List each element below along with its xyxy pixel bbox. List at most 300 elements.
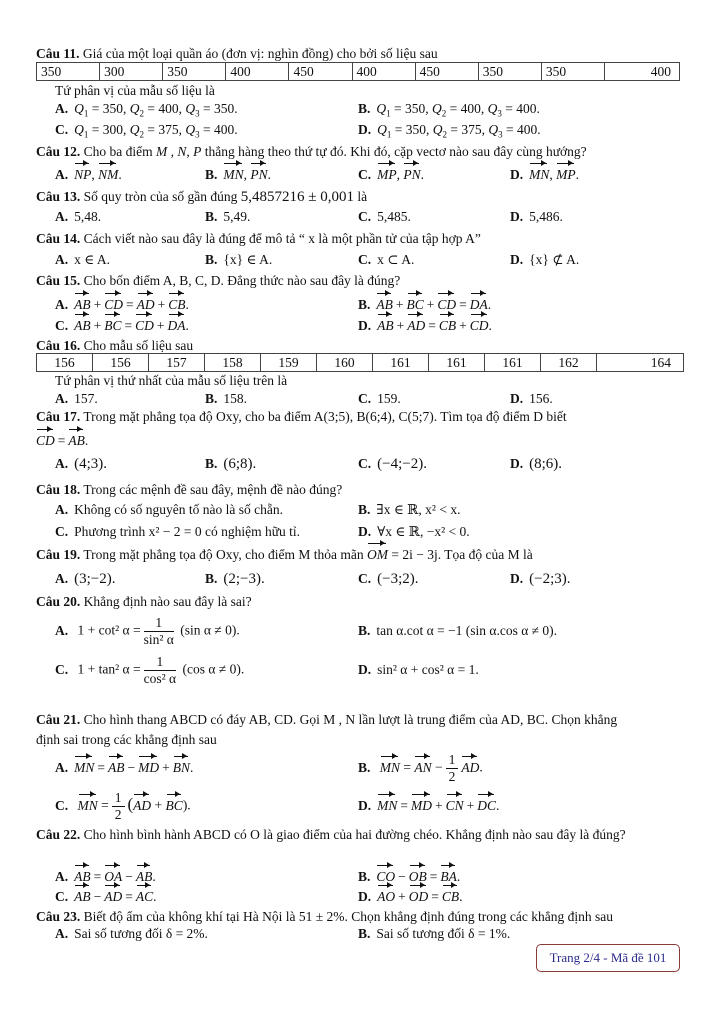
option-label: B. (358, 759, 371, 775)
option-label: D. (510, 391, 524, 406)
table-cell: 159 (261, 354, 317, 372)
denominator: 2 (114, 807, 122, 822)
question-text: Trong mặt phẳng tọa độ Oxy, cho ba điểm A(3;5), B(6;4), C(5;7). Tìm tọa độ điểm D biết (80, 409, 567, 424)
question-15 (36, 272, 400, 290)
option-label: D. (510, 456, 524, 471)
question-label: Câu 22. (36, 827, 81, 842)
operator: . (190, 760, 194, 775)
option-text: Không có số nguyên tố nào là số chẵn. (74, 502, 283, 517)
vector: CN (445, 798, 464, 813)
operator: = (124, 318, 133, 333)
table-cell: 450 (289, 63, 352, 81)
operator: + (395, 297, 404, 312)
option-b[interactable] (358, 752, 483, 785)
operator: . (488, 318, 492, 333)
option-label: C. (358, 571, 372, 586)
operator: + (466, 798, 475, 813)
question-text: . Tọa độ của M là (437, 547, 533, 562)
points: M , N, P (156, 144, 202, 159)
option-b[interactable] (205, 390, 247, 408)
vector: AN (414, 759, 432, 775)
operator: . (152, 869, 156, 884)
q3-value: 400 (516, 101, 537, 116)
question-text: Cho hình thang ABCD có đáy AB, CD. Gọi M , N lần lượt là trung điểm của AD, BC. Chọn khẳng (80, 712, 618, 727)
table-cell: 156 (37, 354, 93, 372)
option-a[interactable] (55, 615, 240, 648)
option-label: D. (358, 122, 372, 137)
question-label: Câu 20. (36, 594, 81, 609)
vector: OA (104, 869, 123, 884)
option-text: ∃x ∈ ℝ, x² < x. (376, 502, 461, 517)
table-cell: 350 (541, 63, 604, 81)
operator: − (125, 869, 133, 884)
option-text: 158. (223, 391, 248, 406)
operator: + (396, 318, 405, 333)
option-label: D. (510, 167, 524, 182)
operator: = (97, 760, 105, 775)
option-label: A. (55, 456, 69, 471)
vector: AB (108, 760, 125, 775)
vector: OD (408, 889, 429, 904)
vector: AD (461, 759, 480, 775)
table-cell: 161 (373, 354, 429, 372)
option-label: A. (55, 209, 69, 224)
option-label: B. (358, 101, 371, 116)
option-a[interactable]: A. NP, NM. (55, 167, 122, 182)
question-label: Câu 21. (36, 712, 81, 727)
operator: + (93, 318, 102, 333)
question-text: thẳng hàng theo thứ tự đó. Khi đó, cặp vectơ nào sau đây cùng hướng? (201, 144, 587, 159)
option-label: B. (205, 252, 218, 267)
operator: + (162, 760, 170, 775)
approx-value: 5,4857216 ± 0,001 (240, 189, 354, 205)
operator: = (428, 318, 436, 333)
question-text: Cho hình bình hành ABCD có O là giao điểm của hai đường chéo. Khẳng định nào sau đây là đúng? (80, 827, 626, 842)
table-cell: 350 (478, 63, 541, 81)
option-a[interactable] (55, 390, 98, 408)
option-a[interactable] (55, 759, 193, 777)
operator: + (154, 797, 163, 813)
option-label: D. (510, 252, 524, 267)
option-b[interactable] (358, 622, 557, 640)
option-c[interactable] (358, 390, 401, 408)
question-label: Câu 13. (36, 189, 81, 204)
operator: . (496, 798, 500, 813)
option-d[interactable] (510, 570, 571, 588)
operator: . (456, 869, 461, 884)
q3-value: 400 (517, 122, 538, 137)
option-a[interactable] (55, 251, 110, 269)
question-text: Cách viết nào sau đây là đúng để mô tả “ x là một phần tử của tập hợp A” (80, 231, 481, 246)
option-a[interactable]: A. $Q_1 = 350$, $Q_2 = 400$, $Q_3 = 350$. (55, 101, 238, 119)
punct: . (479, 759, 483, 775)
question-22 (36, 826, 626, 844)
option-b[interactable] (358, 925, 510, 943)
question-18 (36, 481, 342, 499)
option-label: C. (358, 167, 372, 182)
option-d[interactable] (510, 208, 563, 226)
vector: AD (133, 797, 152, 813)
operator: = (403, 759, 412, 775)
option-text: ∀x ∈ ℝ, −x² < 0. (377, 524, 470, 539)
option-d[interactable] (358, 888, 463, 906)
vector: CD (104, 297, 124, 312)
option-d[interactable] (510, 390, 553, 408)
operator: = (400, 798, 408, 813)
option-c[interactable] (55, 317, 189, 335)
option-a[interactable] (55, 925, 208, 943)
q3-value: 400 (214, 122, 235, 137)
vector: DA (469, 297, 488, 312)
vector: AB (74, 869, 91, 884)
option-text: (6;8). (223, 456, 257, 472)
question-label: Câu 16. (36, 338, 81, 353)
option-text: 5,486. (529, 209, 563, 224)
question-20 (36, 593, 252, 611)
operator: . (487, 297, 492, 312)
operator: = (429, 869, 438, 884)
option-text: 5,48. (74, 209, 102, 224)
option-text: 157. (74, 391, 98, 406)
question-subtext: Tứ phân vị thứ nhất của mẫu số liệu trên là (55, 373, 288, 388)
question-17 (36, 408, 567, 426)
option-label: A. (55, 760, 69, 775)
numerator: 1 (446, 752, 459, 769)
option-text: (−4;−2). (377, 456, 427, 472)
operator: + (157, 297, 166, 312)
operator: = (57, 433, 66, 448)
vector: AB (74, 297, 91, 312)
option-label: A. (55, 391, 69, 406)
vector: CB (438, 318, 457, 333)
vector: MN (77, 797, 98, 813)
option-a[interactable] (55, 296, 189, 314)
option-text: (2;−3). (223, 571, 265, 587)
table-cell: 160 (317, 354, 373, 372)
vector: BA (440, 869, 457, 884)
vector: CD (36, 433, 55, 448)
question-subtext: Tứ phân vị của mẫu số liệu là (55, 83, 215, 98)
option-label: C. (358, 209, 372, 224)
q3-value: 350 (214, 101, 235, 116)
option-b[interactable] (205, 570, 265, 588)
vector: PN (403, 167, 421, 182)
table-cell: 156 (93, 354, 149, 372)
option-label: D. (510, 571, 524, 586)
operator: + (435, 798, 443, 813)
lhs: 1 + tan² α = (77, 661, 141, 677)
option-label: D. (358, 798, 372, 813)
option-text: x ∈ A. (74, 252, 110, 267)
operator: . (84, 433, 89, 448)
option-b[interactable]: B. $Q_1 = 350$, $Q_2 = 400$, $Q_3 = 400$. (358, 101, 540, 119)
option-label: C. (55, 524, 69, 539)
option-d[interactable]: D. $Q_1 = 350$, $Q_2 = 375$, $Q_3 = 400$. (358, 122, 541, 140)
question-label: Câu 18. (36, 482, 81, 497)
option-label: A. (55, 502, 69, 517)
question-text: là (353, 189, 368, 204)
operator: = (125, 889, 133, 904)
q1-value: 350 (405, 122, 426, 137)
option-label: A. (55, 101, 69, 116)
operator: = (101, 797, 109, 813)
option-d[interactable] (358, 797, 499, 815)
question-11 (36, 45, 438, 63)
vector: AB (135, 869, 153, 884)
vector: AD (104, 889, 123, 904)
data-table-q11 (36, 62, 680, 81)
vector: AB (376, 297, 393, 312)
option-label: C. (55, 661, 69, 677)
option-b[interactable]: B. MN, PN. (205, 167, 272, 182)
option-label: A. (55, 167, 69, 182)
option-label: C. (55, 889, 69, 904)
operator: = (431, 889, 439, 904)
numerator: 1 (144, 654, 177, 671)
option-text: {x} ⊄ A. (529, 252, 580, 267)
option-label: A. (55, 869, 69, 884)
option-label: B. (358, 623, 371, 638)
operator: − (398, 869, 406, 884)
option-label: D. (358, 318, 372, 333)
table-cell: 400 (605, 63, 680, 81)
vector: CD (469, 318, 489, 333)
option-text: (8;6). (529, 456, 563, 472)
question-19 (36, 546, 533, 564)
question-text: Giá của một loại quần áo (đơn vị: nghìn đồng) cho bởi số liệu sau (79, 46, 438, 61)
operator: − (127, 760, 136, 775)
question-text: Trong mặt phẳng tọa độ Oxy, cho điểm M thỏa mãn (80, 547, 367, 562)
operator: . (459, 889, 463, 904)
vector: CD (437, 297, 457, 312)
operator: = (459, 297, 467, 312)
table-cell: 157 (149, 354, 205, 372)
fraction (446, 752, 459, 785)
option-text: x ⊂ A. (377, 252, 415, 267)
q2-value: 400 (158, 101, 179, 116)
vector: BN (172, 760, 191, 775)
question-14 (36, 230, 481, 248)
vector: MN (529, 167, 550, 182)
vector: MN (223, 167, 244, 182)
vector: AO (377, 889, 396, 904)
operator: = (93, 869, 102, 884)
fraction (112, 790, 125, 823)
vector: OB (408, 869, 427, 884)
table-cell: 400 (226, 63, 289, 81)
vector: MP (377, 167, 397, 182)
numerator: 1 (112, 790, 125, 807)
question-text: Cho mẫu số liệu sau (80, 338, 194, 353)
option-d[interactable] (358, 661, 479, 679)
fraction (144, 615, 174, 648)
vector: CD (135, 318, 154, 333)
equation: = 2i − 3j (388, 547, 438, 562)
vector: DC (477, 798, 497, 813)
option-text: {x} ∈ A. (223, 252, 273, 267)
question-17-line2 (36, 432, 88, 450)
option-c[interactable] (358, 208, 411, 226)
vector: MD (411, 798, 432, 813)
option-c[interactable] (358, 455, 427, 473)
option-label: D. (358, 524, 372, 539)
vector: NM (98, 167, 119, 182)
option-label: B. (358, 502, 371, 517)
option-c[interactable]: C. MP, PN. (358, 167, 425, 182)
operator: + (459, 318, 467, 333)
option-c[interactable] (358, 570, 419, 588)
question-text: Biết độ ẩm của không khí tại Hà Nội là 51 ± 2%. Chọn khẳng định đúng trong các khẳng định sau (80, 909, 613, 924)
vector: MN (377, 798, 398, 813)
denominator: sin² α (143, 632, 174, 647)
vector: MP (556, 167, 576, 182)
option-label: B. (358, 926, 371, 941)
vector: CB (168, 297, 186, 312)
question-text: Khẳng định nào sau đây là sai? (80, 594, 252, 609)
question-label: Câu 11. (36, 46, 80, 61)
option-text: (3;−2). (74, 571, 116, 587)
vector: AB (377, 318, 394, 333)
vector: CB (441, 889, 460, 904)
fraction (144, 654, 177, 687)
vector: AB (74, 318, 91, 333)
option-label: C. (55, 122, 69, 137)
operator: + (426, 297, 435, 312)
question-label: Câu 12. (36, 144, 81, 159)
table-cell: 400 (352, 63, 415, 81)
question-21 (36, 711, 617, 729)
operator: − (435, 759, 443, 775)
option-d[interactable] (358, 317, 492, 335)
operator: . (153, 889, 157, 904)
option-text: 156. (529, 391, 553, 406)
table-cell: 161 (485, 354, 541, 372)
option-d[interactable] (358, 523, 470, 541)
table-cell: 162 (541, 354, 597, 372)
option-label: B. (205, 391, 218, 406)
vector: AB (68, 433, 85, 448)
denominator: cos² α (143, 671, 177, 686)
option-text: Sai số tương đối δ = 2%. (74, 926, 208, 941)
vector: DA (167, 318, 186, 333)
lhs: 1 + cot² α = (77, 622, 141, 638)
option-b[interactable] (205, 208, 250, 226)
option-text: (4;3). (74, 456, 108, 472)
option-label: D. (358, 662, 372, 677)
operator: . (185, 297, 189, 312)
vector: NP (74, 167, 92, 182)
vector: MN (74, 760, 95, 775)
option-label: C. (358, 456, 372, 471)
option-a[interactable] (55, 501, 283, 519)
table-cell: 350 (37, 63, 100, 81)
vector: AD (407, 318, 426, 333)
question-label: Câu 17. (36, 409, 81, 424)
option-label: A. (55, 252, 69, 267)
option-b[interactable] (358, 501, 460, 519)
option-b[interactable] (205, 251, 272, 269)
option-c[interactable] (55, 888, 157, 906)
table-cell: 300 (100, 63, 163, 81)
q1-value: 350 (102, 101, 123, 116)
question-text: Trong các mệnh đề sau đây, mệnh đề nào đúng? (80, 482, 343, 497)
vector: OM (367, 547, 388, 562)
question-12 (36, 143, 587, 161)
q2-value: 400 (460, 101, 481, 116)
option-a[interactable] (55, 570, 116, 588)
data-table-q16 (36, 353, 684, 372)
vector: BC (406, 297, 424, 312)
option-b[interactable] (358, 868, 460, 886)
q1-value: 300 (102, 122, 123, 137)
option-label: B. (205, 571, 218, 586)
operator: = (126, 297, 134, 312)
question-label: Câu 14. (36, 231, 81, 246)
option-c[interactable] (55, 654, 244, 687)
option-label: C. (358, 252, 372, 267)
operator: . (185, 318, 189, 333)
punct: ). (182, 797, 191, 813)
question-text: Số quy tròn của số gần đúng (80, 189, 241, 204)
q1-value: 350 (405, 101, 426, 116)
option-c[interactable]: C. $Q_1 = 300$, $Q_2 = 375$, $Q_3 = 400$. (55, 122, 238, 140)
operator: − (93, 889, 102, 904)
option-c[interactable]: C. MN = $\frac{1}{2}$ (AD + BC). (55, 790, 191, 822)
option-c[interactable] (55, 523, 300, 541)
operator: + (156, 318, 165, 333)
table-cell: 164 (597, 354, 684, 372)
option-label: D. (510, 209, 524, 224)
option-d[interactable] (510, 251, 579, 269)
option-label: C. (358, 391, 372, 406)
option-label: A. (55, 622, 69, 638)
option-text: (−2;3). (529, 571, 571, 587)
option-label: B. (205, 167, 218, 182)
vector: BC (104, 318, 122, 333)
page-footer: Trang 2/4 - Mã đề 101 (536, 944, 680, 972)
option-d[interactable]: D. MN, MP. (510, 167, 579, 182)
question-label: Câu 15. (36, 273, 81, 288)
table-cell: 350 (163, 63, 226, 81)
question-text: Cho ba điểm (80, 144, 157, 159)
option-a[interactable] (55, 208, 101, 226)
option-label: A. (55, 926, 69, 941)
option-text: Phương trình x² − 2 = 0 có nghiệm hữu tỉ. (74, 524, 301, 539)
option-label: A. (55, 297, 69, 312)
vector: MN (379, 759, 401, 775)
vector: AC (135, 889, 154, 904)
vector: AD (136, 297, 155, 312)
question-21-line2: định sai trong các khẳng định sau (36, 732, 217, 747)
vector: CO (376, 869, 396, 884)
option-label: B. (358, 297, 371, 312)
option-b[interactable] (205, 455, 256, 473)
condition: (cos α ≠ 0). (182, 661, 245, 677)
option-c[interactable] (358, 251, 414, 269)
option-text: 5,49. (223, 209, 251, 224)
option-d[interactable] (510, 455, 562, 473)
q2-value: 375 (158, 122, 179, 137)
option-a[interactable] (55, 455, 107, 473)
option-text: 5,485. (377, 209, 411, 224)
vector: BC (165, 797, 183, 813)
vector: MD (138, 760, 160, 775)
denominator: 2 (448, 769, 456, 784)
option-label: A. (55, 571, 69, 586)
operator: + (93, 297, 102, 312)
option-text: (−3;2). (377, 571, 419, 587)
option-a[interactable] (55, 868, 156, 886)
